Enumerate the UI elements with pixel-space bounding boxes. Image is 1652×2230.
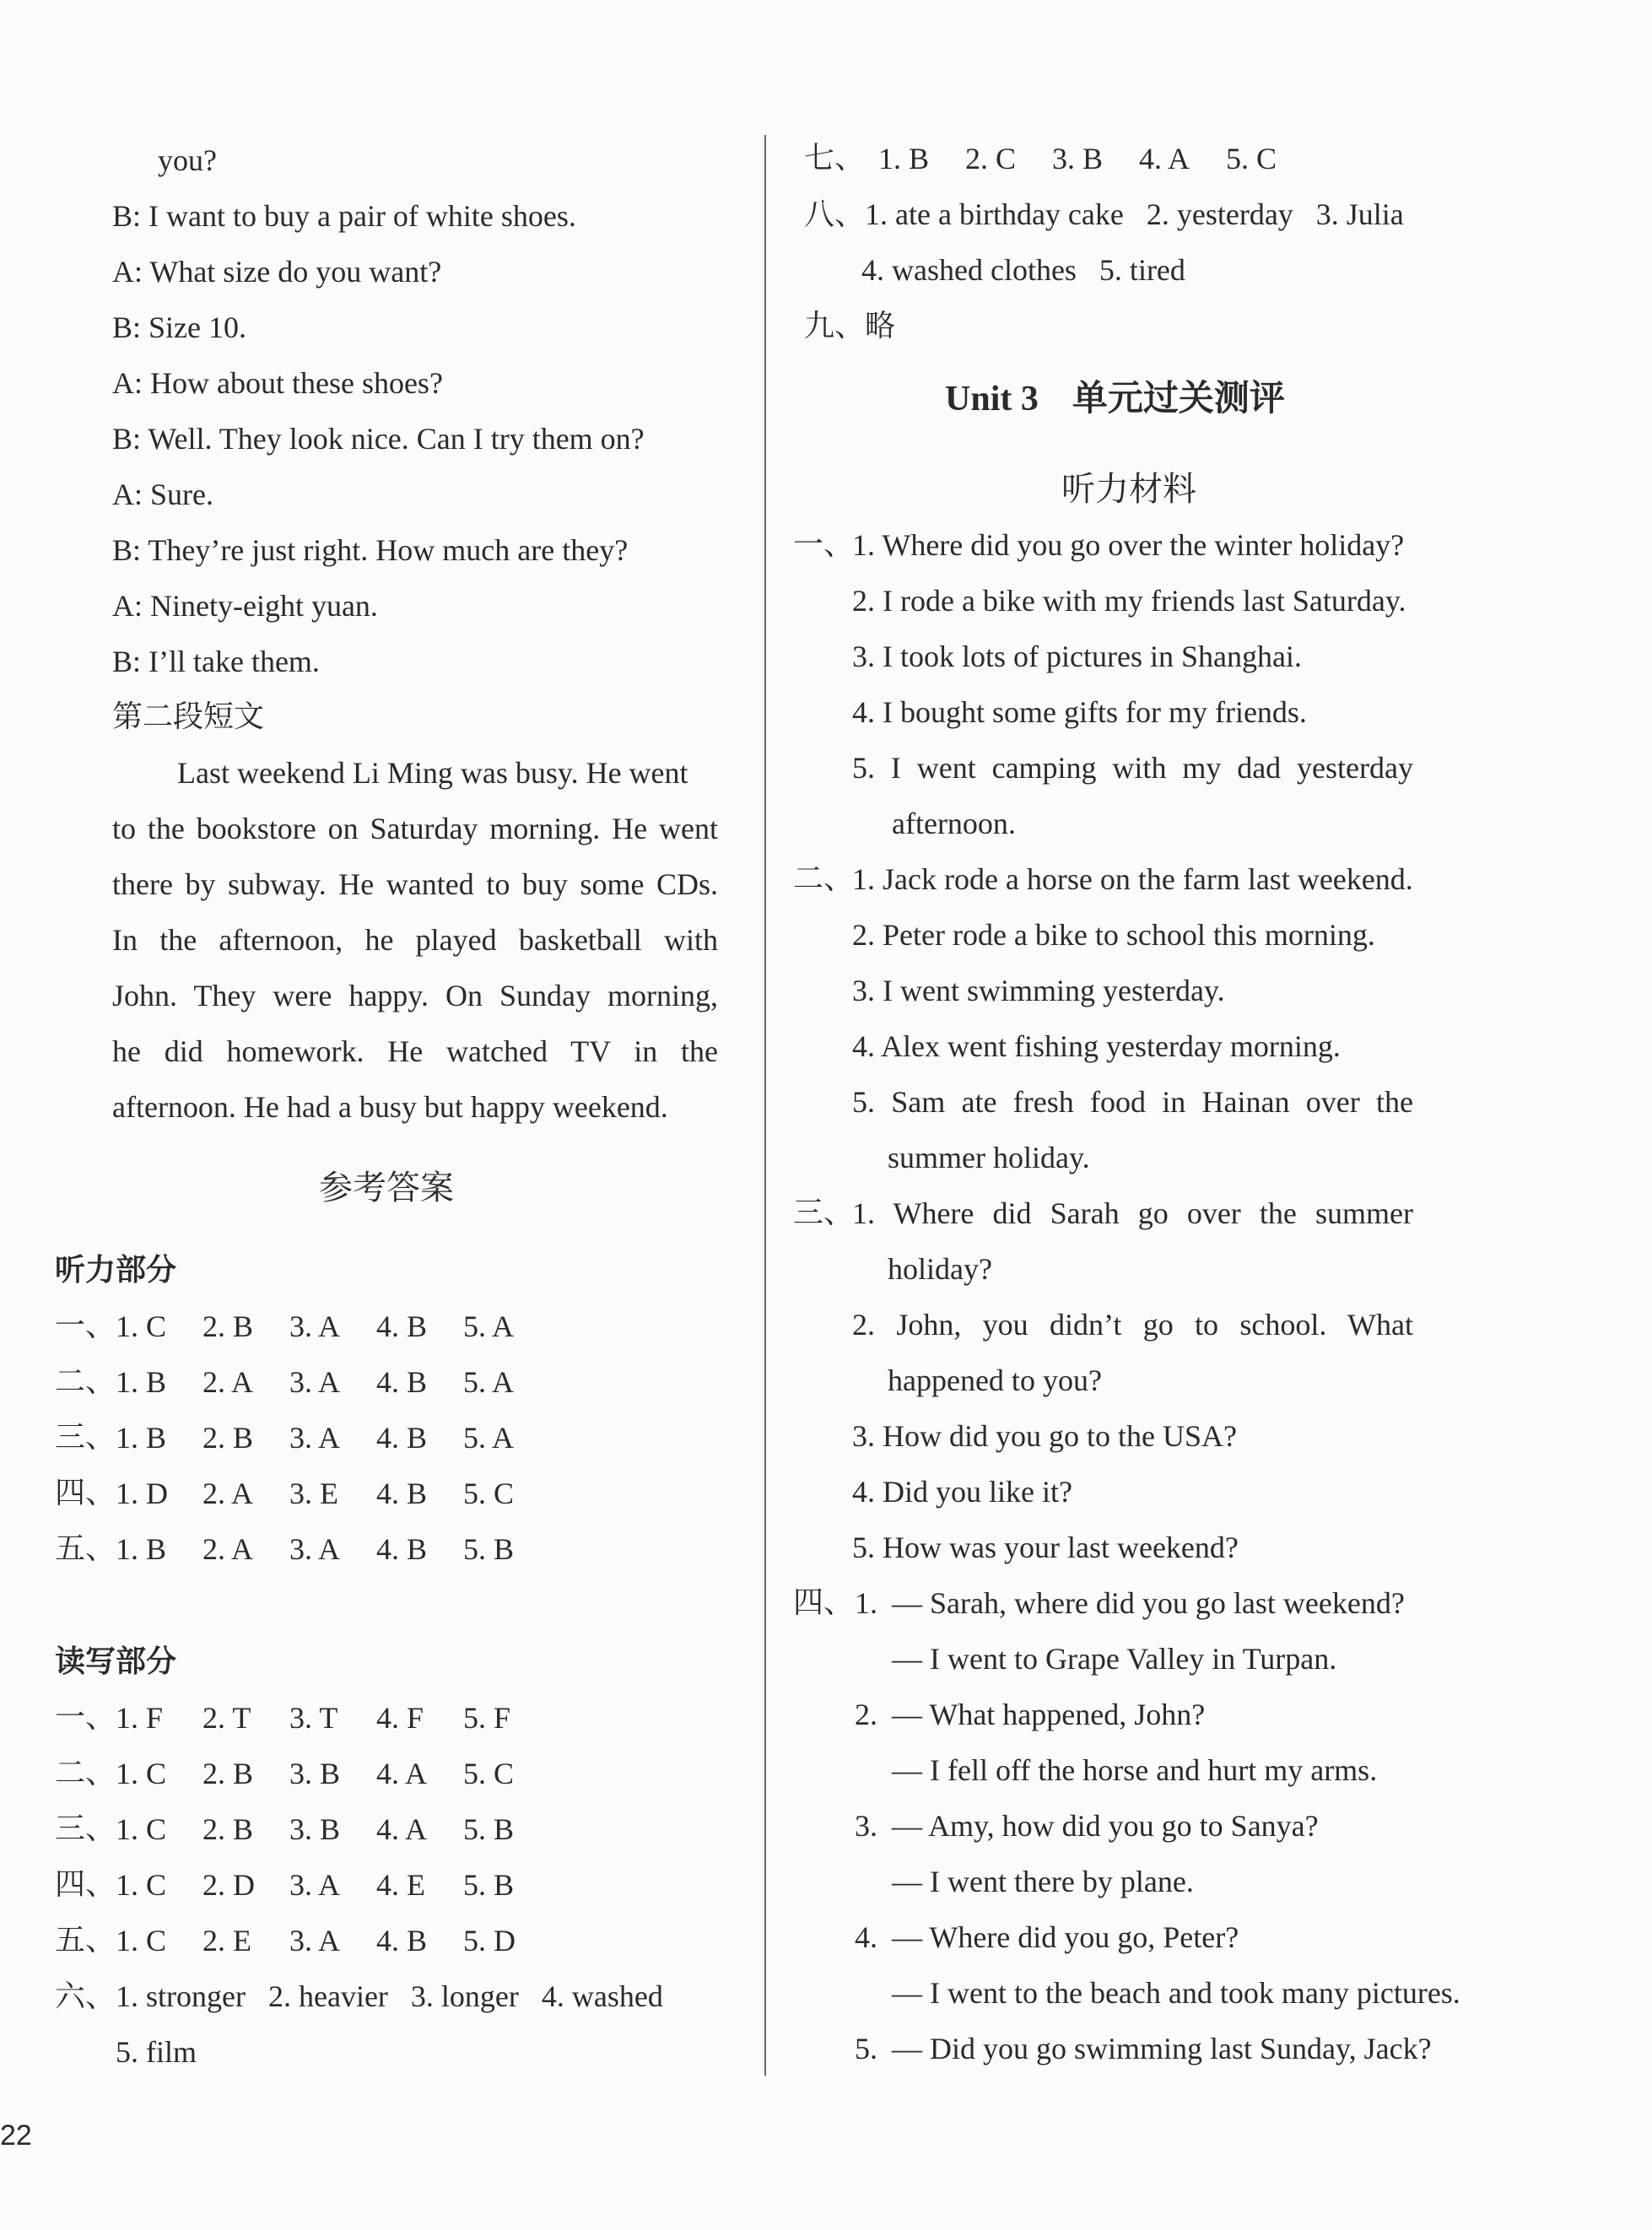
passage-line: In the afternoon, he played basketball with — [112, 923, 718, 957]
answer-item: 4. B — [376, 1532, 428, 1566]
reading-heading: 读写部分 — [55, 1644, 177, 1679]
answer-item: 4. B — [376, 1924, 428, 1957]
sentence: 5. I went camping with my dad yesterday — [852, 751, 1413, 785]
answer-row — [55, 1755, 550, 1792]
answer-row-nine — [804, 307, 895, 345]
answer-item: 3. T — [289, 1701, 338, 1735]
dialog-line: — What happened, John? — [892, 1698, 1206, 1731]
section-number: 二、 — [793, 861, 855, 896]
sentence: afternoon. — [892, 807, 1016, 840]
answer-row — [55, 1531, 550, 1568]
sentence: 3. I took lots of pictures in Shanghai. — [852, 640, 1302, 673]
dialog-line: — Did you go swimming last Sunday, Jack? — [892, 2032, 1432, 2065]
answer-row — [55, 1363, 550, 1401]
answer-text: 1. ate a birthday cake 2. yesterday 3. Julia — [865, 197, 1404, 231]
answer-item: 5. A — [463, 1365, 515, 1399]
answer-row — [55, 1866, 550, 1903]
dialog-number: 1. — [855, 1586, 877, 1620]
answer-item: 1. C — [116, 1757, 167, 1790]
dialog-line: A: How about these shoes? — [112, 366, 443, 400]
answer-item: 3. B — [289, 1812, 341, 1846]
answer-item: 3. B — [289, 1757, 341, 1790]
answer-item: 2. B — [202, 1309, 254, 1343]
passage-line: afternoon. He had a busy but happy weekend. — [112, 1090, 668, 1124]
column-divider — [764, 135, 766, 2076]
answer-item: 1. B — [116, 1421, 167, 1455]
answer-item: 3. A — [289, 1309, 341, 1343]
dialog-line: A: Ninety-eight yuan. — [112, 589, 378, 623]
answer-item: 2. D — [202, 1868, 255, 1902]
answer-item: 5. B — [463, 1812, 515, 1846]
answer-item: 2. A — [202, 1532, 254, 1566]
sentence: 2. John, you didn’t go to school. What — [852, 1308, 1413, 1342]
answer-item: 3. A — [289, 1365, 341, 1399]
section-number: 一、 — [55, 1309, 116, 1343]
answer-item: 5. C — [1226, 142, 1277, 175]
sentence: 4. Did you like it? — [852, 1475, 1072, 1509]
answer-row — [55, 1419, 550, 1456]
sentence: holiday? — [888, 1252, 992, 1286]
sentence: 5. How was your last weekend? — [852, 1531, 1239, 1564]
answer-item: 2. C — [965, 142, 1017, 175]
section-number: 三、 — [793, 1196, 855, 1230]
answer-item: 3. A — [289, 1868, 341, 1902]
section-number: 三、 — [55, 1812, 116, 1846]
dialog-line: B: They’re just right. How much are they? — [112, 533, 629, 567]
unit-title-en: Unit 3 — [945, 380, 1039, 418]
dialog-line: — I went there by plane. — [892, 1865, 1194, 1898]
answer-text: 5. film — [116, 2035, 197, 2069]
answer-row — [55, 1811, 550, 1848]
section-number: 七、 — [804, 141, 866, 175]
sentence: 2. Peter rode a bike to school this morning. — [852, 918, 1375, 952]
answer-item: 5. F — [463, 1701, 511, 1735]
answer-item: 2. B — [202, 1421, 254, 1455]
answer-item: 1. C — [116, 1812, 167, 1846]
answer-item: 1. F — [116, 1701, 164, 1735]
sentence: 1. Where did you go over the winter holiday? — [852, 528, 1405, 562]
sentence: summer holiday. — [888, 1141, 1090, 1174]
answer-item: 4. B — [376, 1421, 428, 1455]
dialog-line: — I fell off the horse and hurt my arms. — [892, 1753, 1378, 1787]
passage-line: there by subway. He wanted to buy some CDs. — [112, 867, 718, 901]
sentence: 1. Where did Sarah go over the summer — [852, 1196, 1413, 1230]
dialog-line: — Amy, how did you go to Sanya? — [892, 1809, 1319, 1843]
dialog-line: B: Size 10. — [112, 310, 246, 344]
dialog-line: A: Sure. — [112, 478, 213, 511]
answer-row-eight — [804, 196, 1404, 234]
unit-title-cn: 单元过关测评 — [1072, 377, 1285, 418]
answer-item: 5. A — [463, 1421, 515, 1455]
section-number: 五、 — [55, 1531, 116, 1566]
sentence: 4. Alex went fishing yesterday morning. — [852, 1029, 1341, 1063]
sentence: 5. Sam ate fresh food in Hainan over the — [852, 1085, 1413, 1119]
section-number: 五、 — [55, 1923, 116, 1957]
dialog-line: B: I’ll take them. — [112, 645, 320, 678]
dialog-number: 4. — [855, 1920, 877, 1954]
dialog-line: A: What size do you want? — [112, 255, 442, 289]
answer-item: 5. C — [463, 1477, 515, 1510]
answer-item: 5. D — [463, 1924, 516, 1957]
section-number: 四、 — [55, 1476, 116, 1510]
answers-title: 参考答案 — [319, 1169, 454, 1207]
answer-item: 5. C — [463, 1757, 515, 1790]
dialog-line: you? — [158, 143, 217, 177]
dialog-line: — Where did you go, Peter? — [892, 1920, 1239, 1954]
passage-heading: 第二段短文 — [112, 699, 265, 734]
sentence: 2. I rode a bike with my friends last Saturday. — [852, 584, 1406, 618]
answer-item: 3. B — [1052, 142, 1104, 175]
answer-item: 1. D — [116, 1477, 168, 1510]
dialog-line: — I went to the beach and took many pictures. — [892, 1976, 1460, 2010]
dialog-line: B: Well. They look nice. Can I try them on? — [112, 422, 645, 456]
section-number: 二、 — [55, 1364, 116, 1399]
answer-item: 4. B — [376, 1365, 428, 1399]
answer-item: 1. B — [878, 142, 930, 175]
answer-item: 1. B — [116, 1365, 167, 1399]
passage-line: Last weekend Li Ming was busy. He went — [177, 756, 688, 790]
dialog-number: 3. — [855, 1809, 877, 1843]
answer-item: 4. B — [376, 1309, 428, 1343]
dialog-number: 2. — [855, 1698, 877, 1731]
answer-row — [55, 1308, 550, 1345]
section-number: 二、 — [55, 1756, 116, 1790]
dialog-number: 5. — [855, 2032, 877, 2065]
answer-item: 2. B — [202, 1812, 254, 1846]
answer-item: 3. E — [289, 1477, 338, 1510]
section-number: 三、 — [55, 1420, 116, 1455]
listening-material-heading: 听力材料 — [1061, 470, 1196, 509]
answer-text: 4. washed clothes 5. tired — [861, 253, 1185, 287]
section-number: 四、 — [55, 1867, 116, 1902]
answer-text: 1. stronger 2. heavier 3. longer 4. washed — [116, 1979, 663, 2013]
passage-line: John. They were happy. On Sunday morning, — [112, 979, 718, 1012]
section-number: 八、 — [804, 197, 866, 232]
sentence: 3. I went swimming yesterday. — [852, 974, 1225, 1007]
answer-item: 4. A — [376, 1757, 428, 1790]
section-number: 九、 — [804, 309, 866, 343]
section-number: 一、 — [55, 1700, 116, 1735]
answer-text: 略 — [865, 309, 896, 343]
answer-row-seven — [804, 140, 1277, 177]
answer-item: 1. C — [116, 1924, 167, 1957]
listening-heading: 听力部分 — [55, 1253, 177, 1288]
answer-item: 5. A — [463, 1309, 515, 1343]
answer-item: 3. A — [289, 1924, 341, 1957]
answer-item: 5. B — [463, 1532, 515, 1566]
answer-row — [55, 1922, 550, 1959]
page-number: 22 — [0, 2119, 32, 2152]
section-number: 一、 — [793, 527, 855, 562]
dialog-line: — I went to Grape Valley in Turpan. — [892, 1642, 1337, 1676]
answer-row — [55, 1699, 550, 1736]
answer-item: 4. A — [376, 1812, 428, 1846]
answer-item: 3. A — [289, 1421, 341, 1455]
answer-item: 1. C — [116, 1868, 167, 1902]
answer-item: 2. A — [202, 1365, 254, 1399]
unit-title — [945, 377, 1285, 418]
answer-item: 4. B — [376, 1477, 428, 1510]
answer-row-six — [55, 1978, 663, 2016]
answer-item: 2. E — [202, 1924, 251, 1957]
answer-item: 4. E — [376, 1868, 425, 1902]
sentence: 4. I bought some gifts for my friends. — [852, 695, 1307, 729]
answer-item: 1. B — [116, 1532, 167, 1566]
answer-item: 4. A — [1139, 142, 1190, 175]
dialog-line: — Sarah, where did you go last weekend? — [892, 1586, 1405, 1620]
section-number: 四、 — [793, 1585, 855, 1620]
answer-item: 1. C — [116, 1309, 167, 1343]
section-number: 六、 — [55, 1979, 116, 2014]
answer-item: 4. F — [376, 1701, 424, 1735]
answer-item: 2. T — [202, 1701, 251, 1735]
answer-item: 3. A — [289, 1532, 341, 1566]
answer-item: 2. A — [202, 1477, 254, 1510]
passage-line: to the bookstore on Saturday morning. He went — [112, 812, 718, 845]
passage-line: he did homework. He watched TV in the — [112, 1034, 718, 1068]
answer-item: 2. B — [202, 1757, 254, 1790]
sentence: happened to you? — [888, 1363, 1102, 1397]
sentence: 3. How did you go to the USA? — [852, 1419, 1237, 1453]
answer-row — [55, 1475, 550, 1512]
answer-item: 5. B — [463, 1868, 515, 1902]
dialog-line: B: I want to buy a pair of white shoes. — [112, 199, 576, 233]
sentence: 1. Jack rode a horse on the farm last weekend. — [852, 862, 1413, 896]
